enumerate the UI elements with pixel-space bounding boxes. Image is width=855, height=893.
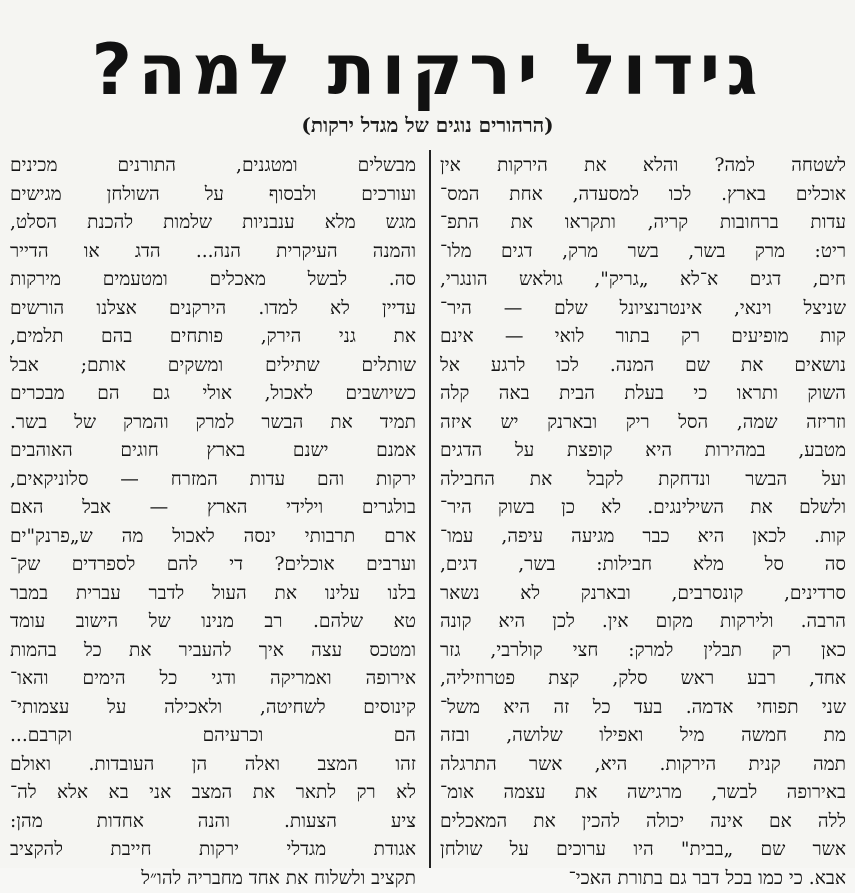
article-text-line: אמנם ישנם בארץ חוגים האוהבים — [10, 437, 416, 466]
article-text-line: ועל הבשר ונדחקת לקבל את החבילה — [440, 466, 846, 495]
article-text-line: באירופה לבשר, מרגישה את עצמה אומ־ — [440, 779, 846, 808]
article-text-line: לשטחה למה? והלא את הירקות אין — [440, 152, 846, 181]
article-text-line: כאן רק תבלין למרק: חצי קולרבי, גזר — [440, 637, 846, 666]
article-text-line: קינוסים לשחיטה, ולאכילה על עצמותי־ — [10, 694, 416, 723]
article-text-line: בולגרים וילידי הארץ — אבל האם — [10, 494, 416, 523]
article-text-line: אשר שם „בבית" היו ערוכים על שולחן — [440, 836, 846, 865]
article-text-line: חים, דגים א־לא „גריק", גולאש הונגרי, — [440, 266, 846, 295]
article-text-line: והמנה העיקרית הנה... הדג או הדייר — [10, 238, 416, 267]
article-column-left — [10, 152, 416, 893]
article-text-line: עדות ברחובות קריה, ותקראו את התפ־ — [440, 209, 846, 238]
article-text-line: עדיין לא למדו. הירקנים אצלנו הורשים — [10, 295, 416, 324]
article-text-line: ריט: מרק בשר, בשר מרק, דגים מלו־ — [440, 238, 846, 267]
article-text-line: שניצל וינאי, אינטרנציונל שלם — היר־ — [440, 295, 846, 324]
article-text-line: סרדינים, קונסרבים, ובארנק לא נשאר — [440, 580, 846, 609]
article-text-line: ומטכס עצה איך להעביר את כל בהמות — [10, 637, 416, 666]
article-text-line: אגודת מגדלי ירקות חייבת להקציב — [10, 836, 416, 865]
article-text-line: ולשלם את השילינגים. לא כן בשוק היר־ — [440, 494, 846, 523]
article-text-line: הם וכרעיהם וקרבם... — [10, 722, 416, 751]
article-text-line: שותלים שתילים ומשקים אותם; אבל — [10, 352, 416, 381]
article-text-line: אירופה ואמריקה ודגי כל הימים והאו־ — [10, 665, 416, 694]
article-text-line: ארם תרבותי ינסה לאכול מה ש„פרנק"ים — [10, 523, 416, 552]
article-title: גידול ירקות למה? — [0, 30, 855, 110]
article-text-line: תקציב ולשלוח את אחד מחבריה להו״ל — [10, 865, 416, 893]
article-text-line: סה סל מלא חבילות: בשר, דגים, — [440, 551, 846, 580]
article-text-line: סה. לבשל מאכלים ומטעמים מירקות — [10, 266, 416, 295]
article-text-line: שני תפוחי אדמה. בעד כל זה היא משל־ — [440, 694, 846, 723]
article-text-line: את גני הירק, פותחים בהם תלמים, — [10, 323, 416, 352]
article-column-right — [440, 152, 846, 893]
article-text-line: תמיד את הבשר למרק והמרק של בשר. — [10, 409, 416, 438]
article-text-line: אבא. כי כמו בכל דבר גם בתורת האכי־ — [440, 865, 846, 893]
article-text-line: השוק ותראו כי בעלת הבית באה קלה — [440, 380, 846, 409]
article-text-line: ירקות והם עדות המזרח — סלוניקאים, — [10, 466, 416, 495]
article-text-line: וזריזה שמה, הסל ריק ובארנק יש איזה — [440, 409, 846, 438]
article-text-line: מבשלים ומטגנים, התורנים מכינים — [10, 152, 416, 181]
article-text-line: קות מופיעים רק בתור לואי — אינם — [440, 323, 846, 352]
article-text-line: מטבע, במהירות היא קופצת על הדגים — [440, 437, 846, 466]
article-text-line: מת חמשה מיל ואפילו שלושה, ובזה — [440, 722, 846, 751]
article-text-line: מגש מלא ענבניות שלמות להכנת הסלט, — [10, 209, 416, 238]
article-text-line: ציע הצעות. והנה אחדות מהן: — [10, 808, 416, 837]
column-divider — [429, 150, 431, 868]
article-text-line: הרבה. ולירקות מקום אין. לכן היא קונה — [440, 608, 846, 637]
article-text-line: תמה קנית הירקות. היא, אשר התרגלה — [440, 751, 846, 780]
article-text-line: נושאים את שם המנה. לכו לרגע אל — [440, 352, 846, 381]
article-text-line: ללה אם אינה יכולה להכין את המאכלים — [440, 808, 846, 837]
article-text-line: אוכלים בארץ. לכו למסעדה, אחת המס־ — [440, 181, 846, 210]
article-text-line: ועורכים ולבסוף על השולחן מגישים — [10, 181, 416, 210]
article-text-line: אחד, רבע ראש סלק, קצת פטרוזיליה, — [440, 665, 846, 694]
article-text-line: בלנו עלינו את העול לדבר עברית במבר — [10, 580, 416, 609]
article-text-line: זהו המצב ואלה הן העובדות. ואולם — [10, 751, 416, 780]
article-text-line: וערבים אוכלים? די להם לספרדים שק־ — [10, 551, 416, 580]
article-text-line: קות. לכאן היא כבר מגיעה עיפה, עמו־ — [440, 523, 846, 552]
article-text-line: לא רק לתאר את המצב אני בא אלא לה־ — [10, 779, 416, 808]
article-text-line: טא שלהם. רב מנינו של הישוב עומד — [10, 608, 416, 637]
article-subtitle: (הרהורים נוגים של מגדל ירקות) — [0, 112, 855, 138]
article-text-line: כשיושבים לאכול, אולי גם הם מבכרים — [10, 380, 416, 409]
